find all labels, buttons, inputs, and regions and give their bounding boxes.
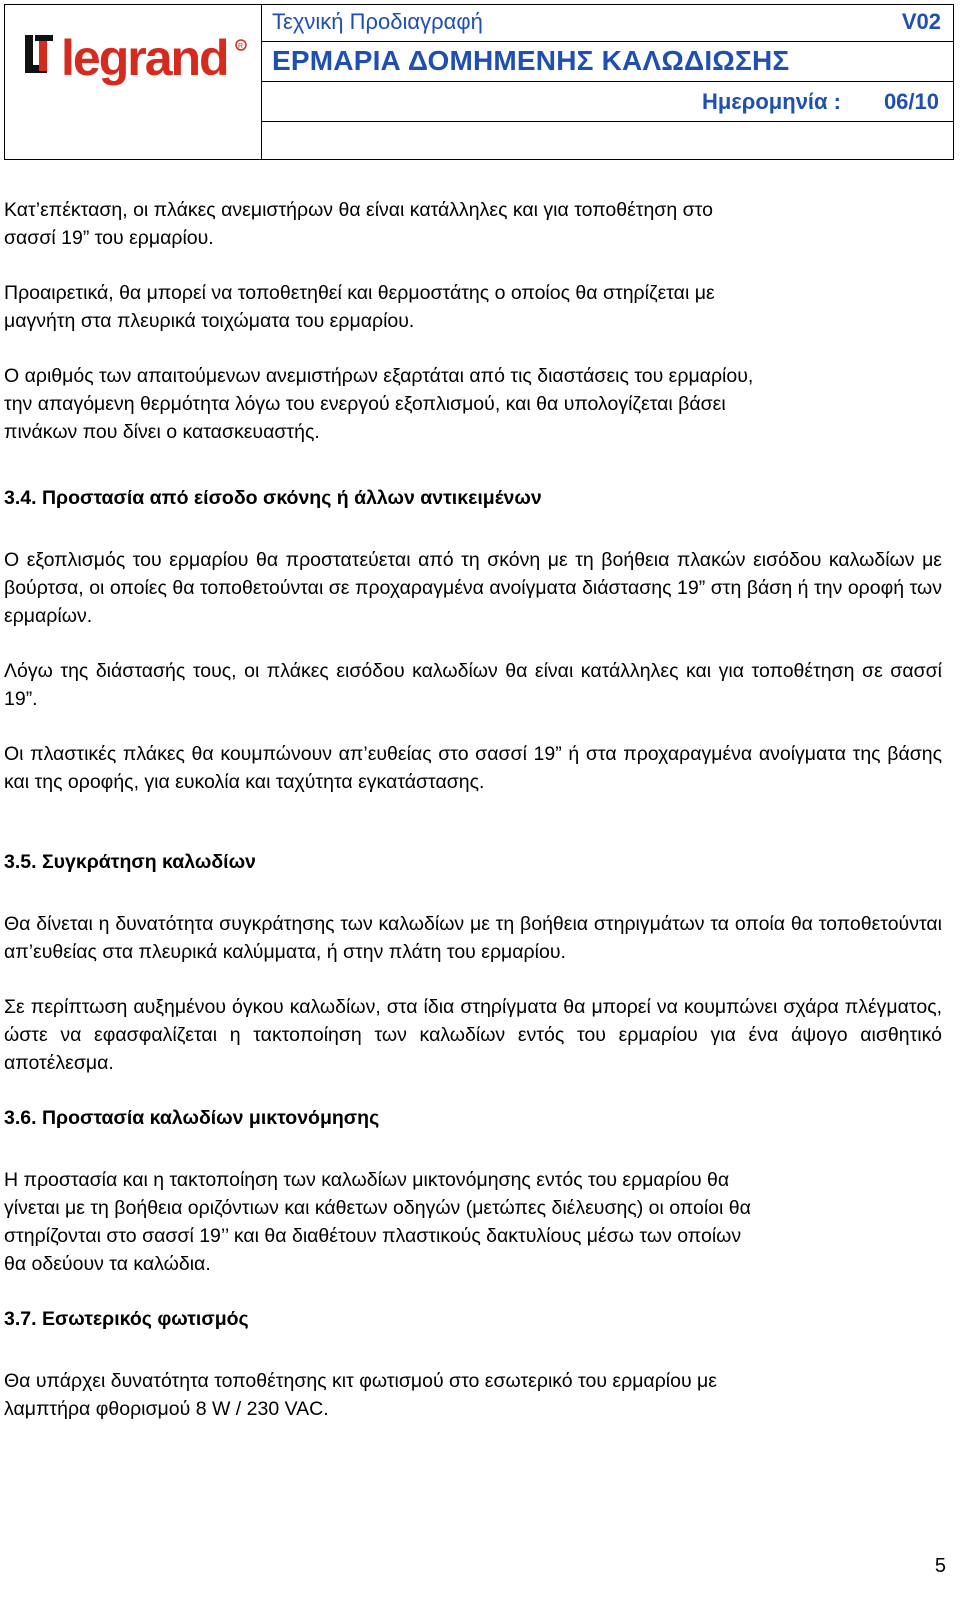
paragraph bbox=[4, 362, 942, 446]
text-line: Ο αριθμός των απαιτούμενων ανεμιστήρων εξαρτάται από τις διαστάσεις του ερμαρίου, bbox=[4, 365, 754, 387]
text-line: λαμπτήρα φθορισμού 8 W / 230 VAC. bbox=[4, 1398, 329, 1420]
text-line: Θα δίνεται η δυνατότητα συγκράτησης των καλωδίων με τη βοήθεια στηριγμάτων τα bbox=[4, 913, 730, 935]
section-heading-3-6: 3.6. Προστασία καλωδίων μικτονόμησης bbox=[4, 1107, 380, 1129]
section-heading-3-4: 3.4. Προστασία από είσοδο σκόνης ή άλλων αντικειμένων bbox=[4, 487, 542, 509]
paragraph bbox=[4, 196, 942, 252]
legrand-logo bbox=[19, 29, 249, 89]
text-line: θα οδεύουν τα καλώδια. bbox=[4, 1253, 211, 1275]
section-heading-3-7: 3.7. Εσωτερικός φωτισμός bbox=[4, 1308, 249, 1330]
text-line: Η προστασία και η τακτοποίηση των καλωδίων μικτονόμησης εντός του ερμαρίου θα bbox=[4, 1169, 730, 1191]
paragraph bbox=[4, 993, 942, 1077]
spec-label: Τεχνική Προδιαγραφή bbox=[272, 9, 483, 34]
text-line: οποία θα τοποθετούνται απ’ευθείας στα πλευρικά καλύμματα, ή στην πλάτη του bbox=[4, 913, 942, 963]
version-label: V02 bbox=[901, 9, 941, 34]
text-line: εντός του ερμαρίου για ένα άψογο αισθητικό αποτέλεσμα. bbox=[4, 1024, 942, 1074]
text-line: ανοίγματα διάστασης 19” στη βάση ή την οροφή των ερμαρίων. bbox=[4, 577, 942, 627]
text-line: Προαιρετικά, θα μπορεί να τοποθετηθεί και θερμοστάτης ο οποίος θα στηρίζεται με bbox=[4, 282, 715, 304]
paragraph bbox=[4, 1166, 942, 1278]
document-body bbox=[4, 196, 942, 1423]
paragraph bbox=[4, 279, 942, 335]
header-row-date bbox=[262, 81, 953, 122]
text-line: ανοίγματα της βάσης και της οροφής, για ευκολία και ταχύτητα εγκατάστασης. bbox=[4, 743, 942, 793]
text-line: Λόγω της διάστασής τους, οι πλάκες εισόδου καλωδίων θα είναι κατάλληλες και για bbox=[4, 660, 744, 682]
text-line: ερμαρίου. bbox=[481, 941, 566, 963]
section-heading-3-5: 3.5. Συγκράτηση καλωδίων bbox=[4, 851, 256, 873]
date-value: 06/10 bbox=[883, 89, 939, 114]
page-number: 5 bbox=[934, 1555, 946, 1577]
text-line: σασσί 19” του ερμαρίου. bbox=[4, 227, 214, 249]
text-line: πινάκων που δίνει ο κατασκευαστής. bbox=[4, 421, 320, 443]
text-line: Σε περίπτωση αυξημένου όγκου καλωδίων, στα ίδια στηρίγματα θα μπορεί να bbox=[4, 996, 678, 1018]
text-line: Κατ’επέκταση, οι πλάκες ανεμιστήρων θα είναι κατάλληλες και για τοποθέτηση στο bbox=[4, 199, 713, 221]
text-line: μαγνήτη στα πλευρικά τοιχώματα του ερμαρίου. bbox=[4, 310, 415, 332]
text-line: τοποθέτηση σε σασσί 19”. bbox=[4, 660, 942, 710]
legrand-mark-icon bbox=[25, 35, 53, 73]
paragraph bbox=[4, 1367, 942, 1423]
document-header bbox=[4, 4, 954, 160]
text-line: κουμπώνει σχάρα πλέγματος, ώστε να εφασφαλίζεται η τακτοποίηση των καλωδίων bbox=[4, 996, 943, 1046]
text-line: Θα υπάρχει δυνατότητα τοποθέτησης κιτ φωτισμού στο εσωτερικό του ερμαρίου με bbox=[4, 1370, 717, 1392]
paragraph bbox=[4, 910, 942, 966]
paragraph bbox=[4, 657, 942, 713]
header-info bbox=[262, 5, 953, 159]
header-row-title bbox=[262, 41, 953, 82]
text-line: Οι πλαστικές πλάκες θα κουμπώνουν απ’ευθείας στο σασσί 19” ή στα προχαραγμένα bbox=[4, 743, 753, 765]
paragraph bbox=[4, 546, 942, 630]
logo-cell bbox=[5, 5, 262, 159]
paragraph bbox=[4, 740, 942, 796]
text-line: γίνεται με τη βοήθεια οριζόντιων και κάθετων οδηγών (μετώπες διέλευσης) οι οποίοι θα bbox=[4, 1197, 751, 1219]
date-label: Ημερομηνία : bbox=[701, 89, 841, 114]
svg-text:R: R bbox=[238, 43, 244, 50]
svg-text:legrand: legrand bbox=[61, 30, 228, 86]
text-line: Ο εξοπλισμός του ερμαρίου θα προστατεύεται από τη σκόνη με τη βοήθεια πλακών bbox=[4, 549, 746, 571]
text-line: στηρίζονται στο σασσί 19’’ και θα διαθέτουν πλαστικούς δακτυλίους μέσω των οποίων bbox=[4, 1225, 742, 1247]
text-line: την απαγόμενη θερμότητα λόγω του ενεργού εξοπλισμού, και θα υπολογίζεται βάσει bbox=[4, 393, 726, 415]
document-title: ΕΡΜΑΡΙΑ ΔΟΜΗΜΕΝΗΣ ΚΑΛΩΔΙΩΣΗΣ bbox=[272, 45, 790, 76]
header-row-spec bbox=[262, 5, 953, 42]
text-line: εισόδου καλωδίων με βούρτσα, οι οποίες θα τοποθετούνται σε προχαραγμένα bbox=[4, 549, 942, 599]
